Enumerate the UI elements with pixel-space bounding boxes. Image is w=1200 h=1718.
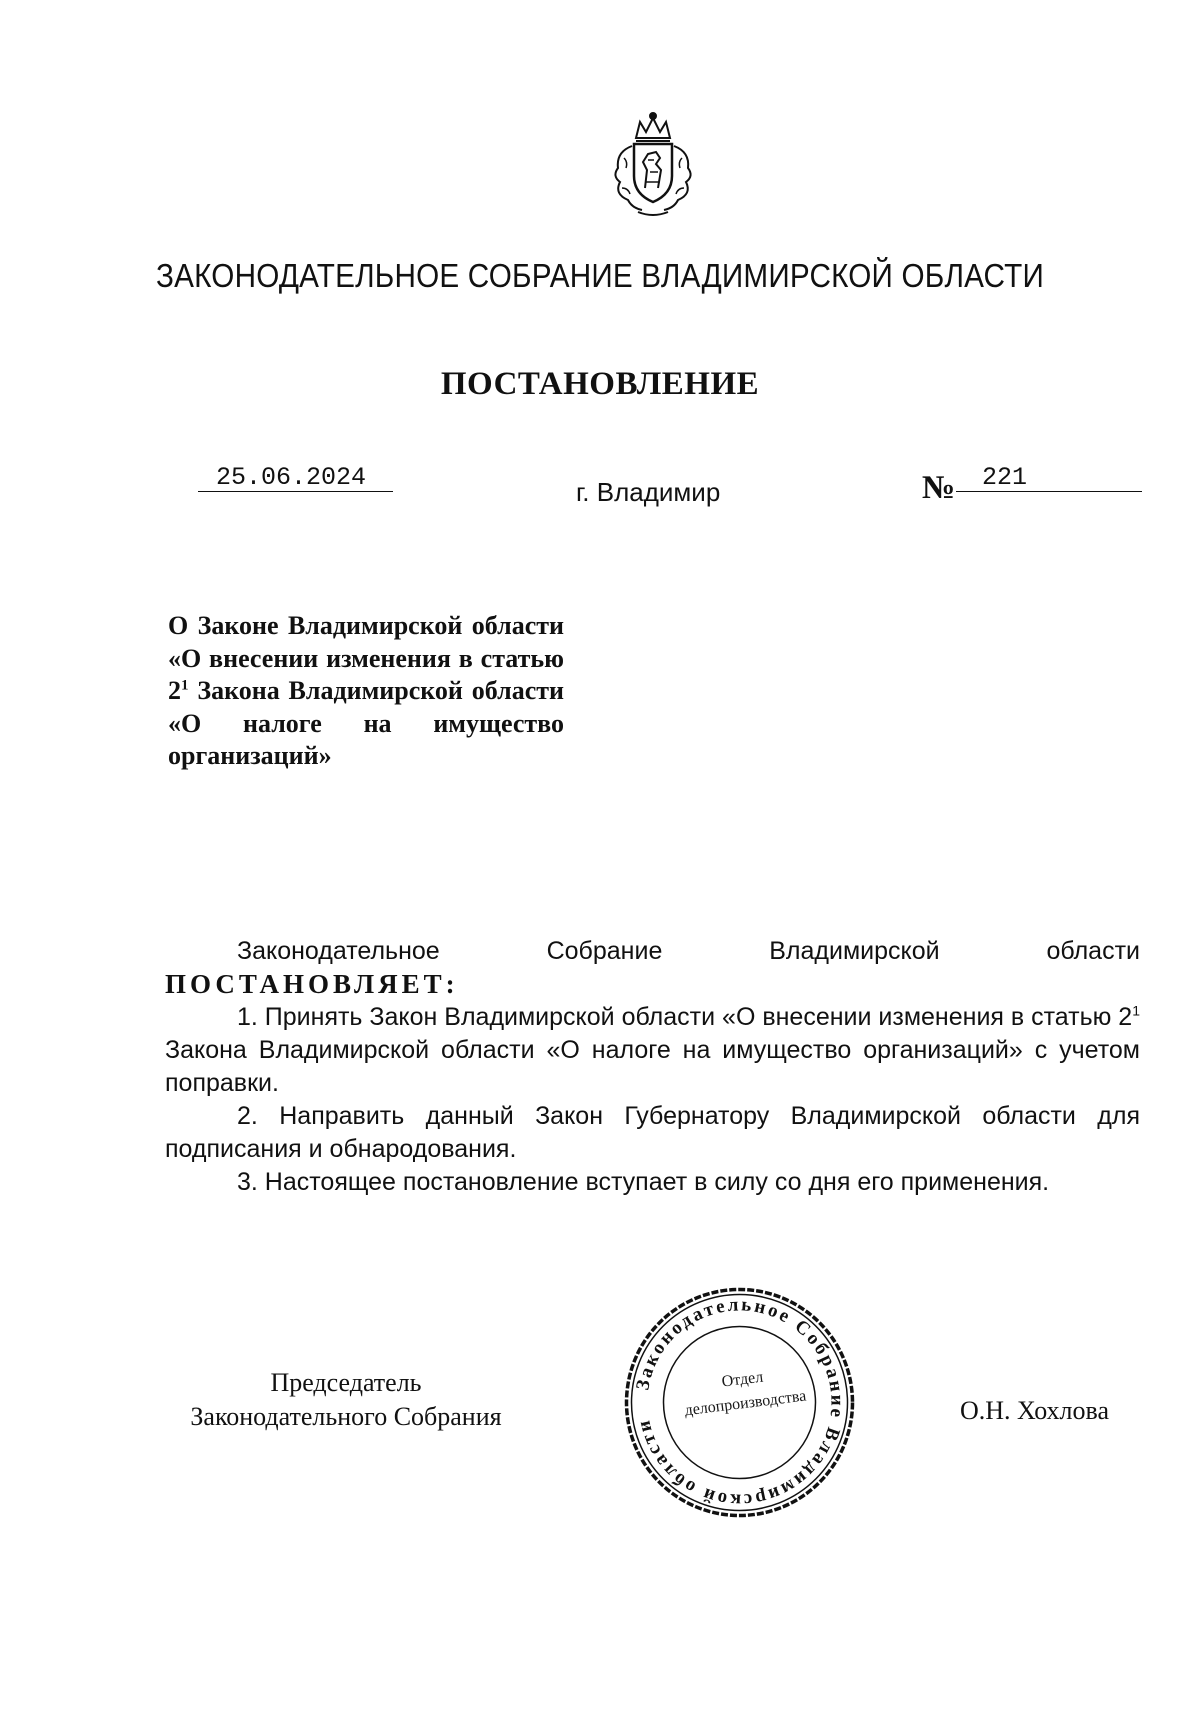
subject-text-end: Закона Владимирской области «О налоге на имущество организаций» bbox=[168, 676, 564, 770]
signatory-title-line-1: Председатель bbox=[270, 1368, 422, 1397]
item1-text-start: 1. Принять Закон Владимирской области «О внесении изменения в статью 2 bbox=[237, 1003, 1133, 1031]
coat-of-arms-icon bbox=[598, 110, 708, 220]
stamp-center-line-2: делопроизводства bbox=[683, 1387, 808, 1420]
item1-text-end: Закона Владимирской области «О налоге на имущество организаций» с учетом поправки. bbox=[165, 1036, 1140, 1097]
decree-intro: Законодательное Собрание Владимирской области bbox=[237, 937, 1140, 965]
signatory-title-line-2: Законодательного Собрания bbox=[190, 1402, 502, 1431]
document-type: ПОСТАНОВЛЕНИЕ bbox=[440, 366, 760, 402]
decree-word: ПОСТАНОВЛЯЕТ: bbox=[165, 969, 459, 999]
stamp-center-line-1: Отдел bbox=[720, 1368, 765, 1391]
subject-text-start: О Законе Владимирской области «О внесении изменения в статью 2 bbox=[168, 611, 564, 705]
decree-item-3: 3. Настоящее постановление вступает в силу со дня его применения. bbox=[237, 1168, 1050, 1196]
signatory-name: О.Н. Хохлова bbox=[960, 1396, 1109, 1425]
number-label: № bbox=[922, 470, 956, 506]
document-subject bbox=[168, 610, 564, 773]
document-number: 221 bbox=[956, 465, 1142, 492]
document-city: г. Владимир bbox=[576, 477, 721, 507]
item1-superscript: 1 bbox=[1132, 1002, 1141, 1019]
stamp-ring-text: Законодательное Собрание Владимирской области bbox=[632, 1294, 848, 1511]
subject-superscript: 1 bbox=[181, 677, 189, 694]
decree-item-1 bbox=[165, 1001, 1140, 1100]
document-date: 25.06.2024 bbox=[198, 465, 393, 492]
organization-title: ЗАКОНОДАТЕЛЬНОЕ СОБРАНИЕ ВЛАДИМИРСКОЙ ОБЛАСТИ bbox=[156, 257, 1044, 294]
signatory-title bbox=[166, 1366, 526, 1434]
decree-item-2: 2. Направить данный Закон Губернатору Владимирской области для подписания и обнародования. bbox=[165, 1102, 1140, 1163]
document-body bbox=[165, 935, 1140, 1199]
